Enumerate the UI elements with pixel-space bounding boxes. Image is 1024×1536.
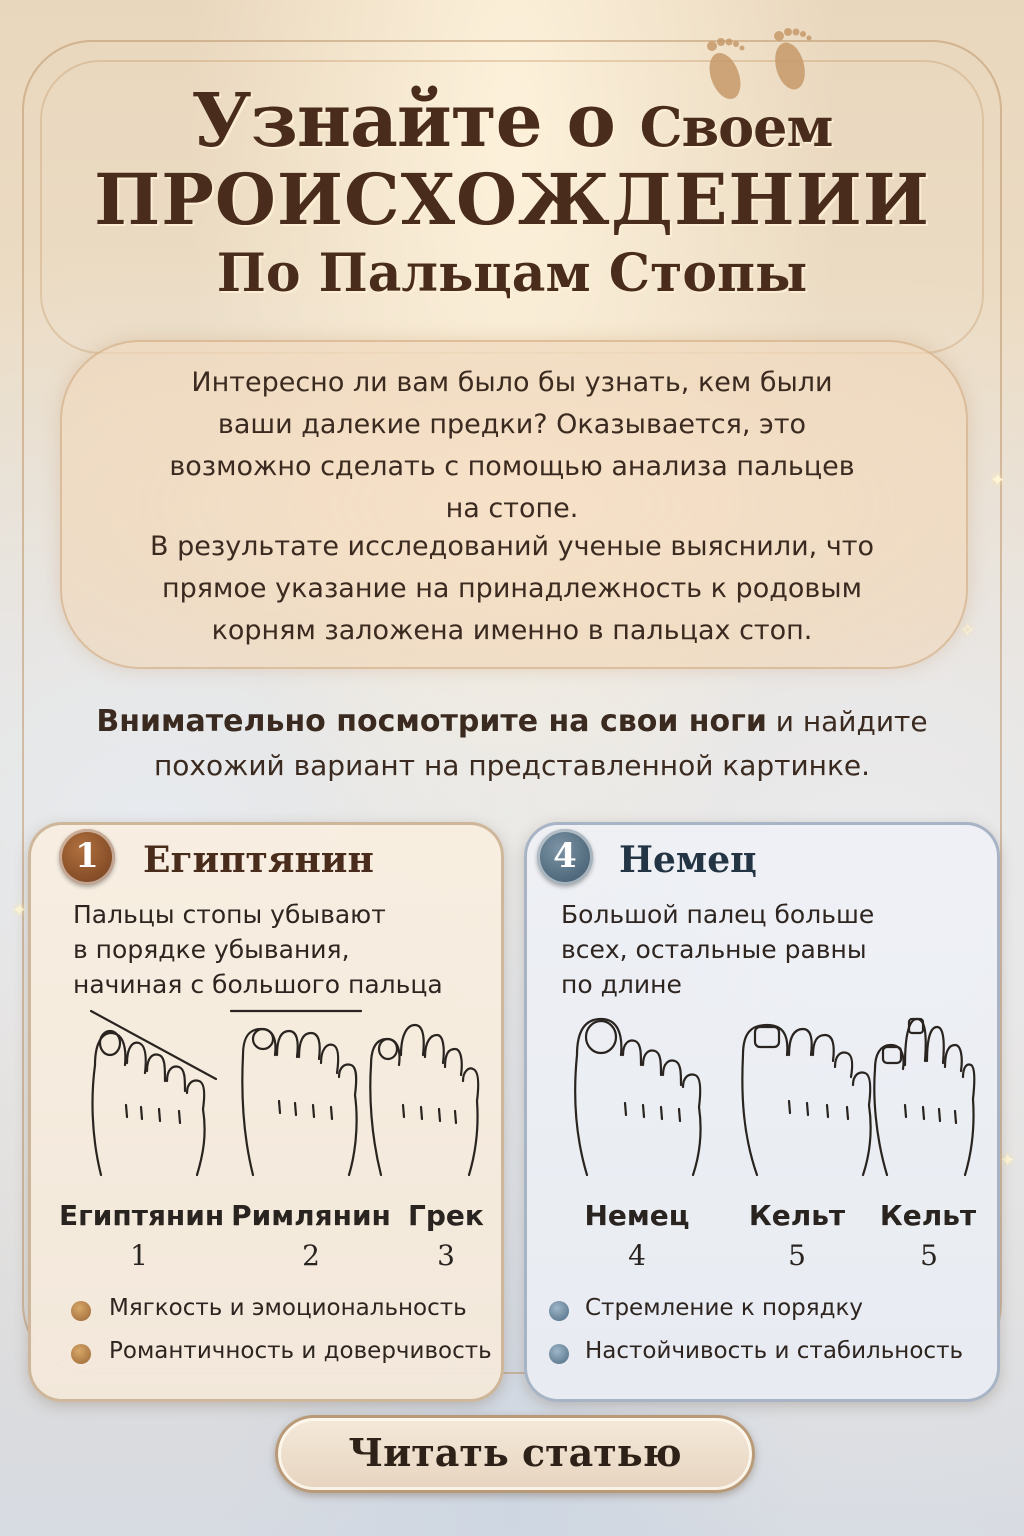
- card-number-badge: 1: [59, 829, 115, 885]
- instruction-text: [0, 700, 1024, 788]
- foot-number: 5: [788, 1239, 806, 1272]
- foot-label: Грек: [408, 1199, 484, 1232]
- instruction-bold: Внимательно посмотрите на свои ноги: [96, 704, 767, 739]
- instruction-rest: и найдите: [766, 705, 928, 738]
- gem-icon: [549, 1344, 569, 1364]
- card-title: Египтянин: [143, 839, 374, 881]
- foot-egyptian-icon: [91, 1011, 216, 1175]
- read-article-button[interactable]: Читать статью: [275, 1415, 755, 1493]
- page-title-line2: ПРОИСХОЖДЕНИИ: [94, 158, 930, 241]
- intro-paragraph-2: [0, 526, 1024, 652]
- intro-line: Интересно ли вам было бы узнать, кем были: [191, 367, 833, 398]
- page-title-line1: Узнайте о Своем: [191, 78, 833, 164]
- foot-number: 2: [302, 1239, 320, 1272]
- intro-line: прямое указание на принадлежность к родовым: [162, 573, 862, 604]
- gem-icon: [549, 1301, 569, 1321]
- intro-line: возможно сделать с помощью анализа пальцев: [169, 451, 855, 482]
- trait-item: Мягкость и эмоциональность: [109, 1295, 467, 1321]
- foot-label: Кельт: [879, 1199, 977, 1232]
- sparkle-icon: ✧: [960, 620, 976, 641]
- foot-greek-icon: [370, 1025, 478, 1175]
- foot-celt-icon: [874, 1019, 974, 1175]
- trait-item: Романтичность и доверчивость: [109, 1338, 492, 1364]
- foot-label: Римлянин: [231, 1199, 391, 1232]
- sparkle-icon: ✦: [1000, 1150, 1016, 1171]
- instruction-line2: похожий вариант на представленной картинке.: [153, 749, 871, 782]
- card-title: Немец: [619, 839, 757, 881]
- foot-number: 5: [920, 1239, 938, 1272]
- card-number-badge: 4: [537, 829, 593, 885]
- card-description: Большой палец больше всех, остальные равны по длине: [561, 900, 875, 999]
- gem-icon: [71, 1301, 91, 1321]
- page-title-line3: По Пальцам Стопы: [216, 243, 808, 304]
- foot-diagrams-left: [81, 1005, 481, 1185]
- intro-line: ваши далекие предки? Оказывается, это: [217, 409, 807, 440]
- intro-line: В результате исследований ученые выяснили, что: [149, 531, 875, 562]
- intro-paragraph-1: [0, 362, 1024, 530]
- type-card-egyptian: [28, 822, 504, 1402]
- sparkle-icon: ✦: [12, 900, 28, 921]
- intro-line: на стопе.: [445, 493, 579, 524]
- foot-diagrams-right: [567, 1005, 977, 1185]
- page-title-line1-small: Своем: [639, 95, 833, 159]
- foot-number: 3: [437, 1239, 455, 1272]
- foot-number: 1: [130, 1239, 148, 1272]
- foot-roman-icon: [231, 1011, 361, 1175]
- intro-line: корням заложена именно в пальцах стоп.: [211, 615, 813, 646]
- foot-german-icon: [575, 1019, 700, 1175]
- foot-label: Египтянин: [59, 1199, 225, 1232]
- gem-icon: [71, 1344, 91, 1364]
- type-card-german: [524, 822, 1000, 1402]
- foot-celt-icon: [742, 1025, 870, 1175]
- trait-item: Настойчивость и стабильность: [585, 1338, 964, 1364]
- sparkle-icon: ✦: [990, 470, 1006, 491]
- foot-number: 4: [628, 1239, 646, 1272]
- foot-label: Немец: [584, 1199, 690, 1232]
- trait-item: Стремление к порядку: [585, 1295, 864, 1321]
- card-description: Пальцы стопы убывают в порядке убывания, начиная с большого пальца: [73, 900, 443, 999]
- foot-label: Кельт: [748, 1199, 846, 1232]
